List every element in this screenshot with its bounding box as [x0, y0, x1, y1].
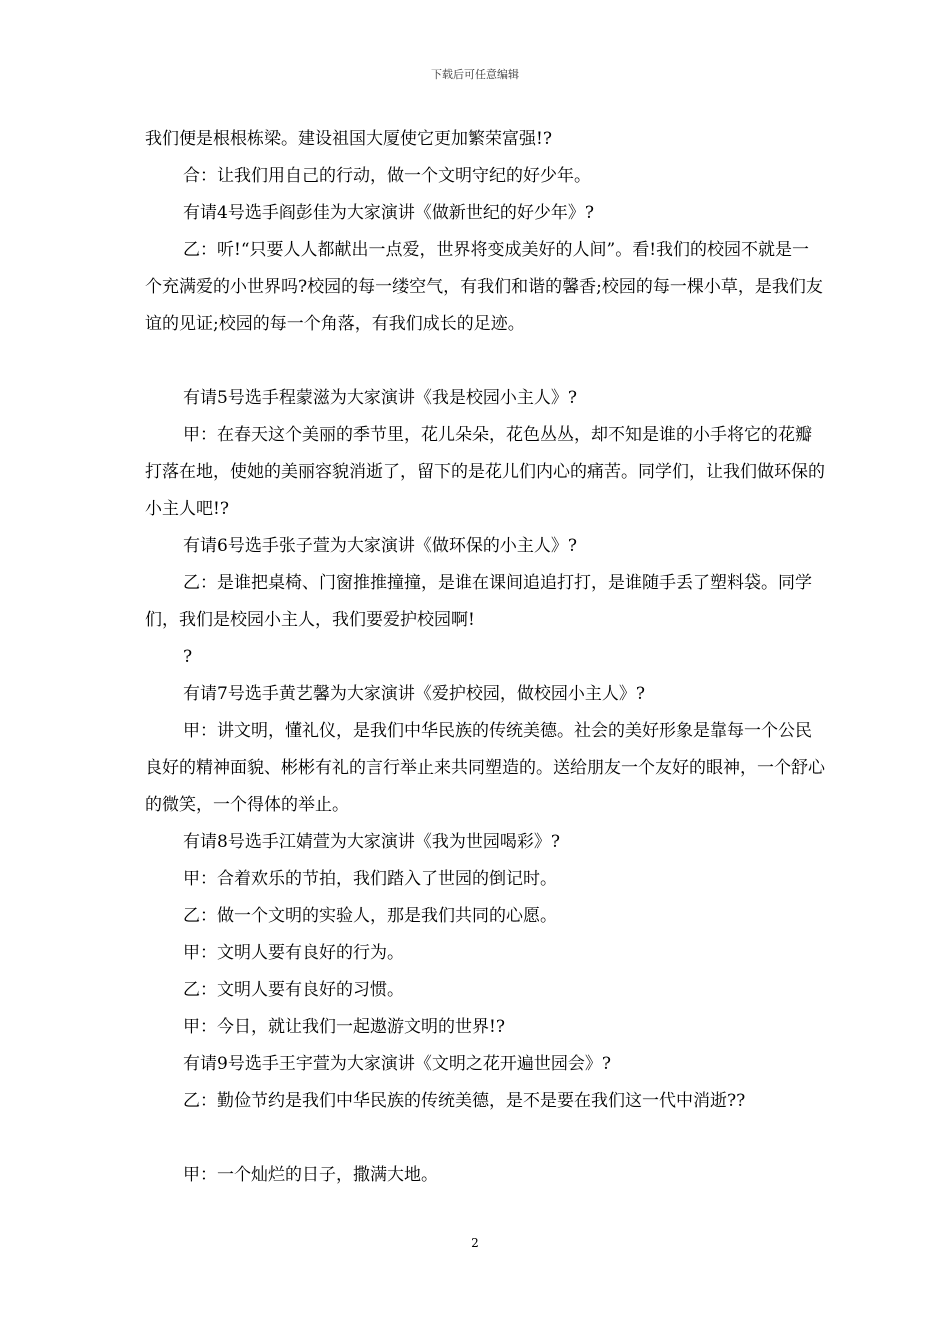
paragraph: 甲：今日，就让我们一起遨游文明的世界!? [183, 1017, 505, 1037]
paragraph: 有请7号选手黄艺馨为大家演讲《爱护校园，做校园小主人》? [183, 684, 645, 704]
document-body [145, 121, 825, 1194]
paragraph: 甲：合着欢乐的节拍，我们踏入了世园的倒记时。 [183, 869, 557, 889]
paragraph: 有请9号选手王宇萱为大家演讲《文明之花开遍世园会》? [183, 1054, 611, 1074]
paragraph: 甲：文明人要有良好的行为。 [183, 943, 404, 963]
paragraph: 我们便是根根栋梁。建设祖国大厦使它更加繁荣富强!? [145, 129, 552, 149]
paragraph: 有请5号选手程蒙滋为大家演讲《我是校园小主人》? [183, 388, 577, 408]
paragraph: ? [183, 647, 193, 667]
paragraph: 乙：勤俭节约是我们中华民族的传统美德，是不是要在我们这一代中消逝?? [183, 1091, 746, 1111]
paragraph: 乙：文明人要有良好的习惯。 [183, 980, 404, 1000]
paragraph: 甲：在春天这个美丽的季节里，花儿朵朵，花色丛丛，却不知是谁的小手将它的花瓣打落在地，使她的美丽容貌消逝了，留下的是花儿们内心的痛苦。同学们，让我们做环保的小主人吧!? [145, 425, 825, 519]
paragraph: 有请6号选手张子萱为大家演讲《做环保的小主人》? [183, 536, 577, 556]
blank-line [145, 343, 825, 380]
paragraph: 有请4号选手阎彭佳为大家演讲《做新世纪的好少年》? [183, 203, 594, 223]
paragraph: 有请8号选手江婧萱为大家演讲《我为世园喝彩》? [183, 832, 560, 852]
paragraph: 甲：一个灿烂的日子，撒满大地。 [183, 1165, 438, 1185]
blank-line [145, 1120, 825, 1157]
paragraph: 乙：是谁把桌椅、门窗推推撞撞，是谁在课间追追打打，是谁随手丢了塑料袋。同学们，我们是校园小主人，我们要爱护校园啊! [145, 573, 812, 630]
paragraph: 合：让我们用自己的行动，做一个文明守纪的好少年。 [183, 166, 591, 186]
paragraph: 甲：讲文明，懂礼仪，是我们中华民族的传统美德。社会的美好形象是靠每一个公民良好的精神面貌、彬彬有礼的言行举止来共同塑造的。送给朋友一个友好的眼神，一个舒心的微笑，一个得体的举止。 [145, 721, 825, 815]
paragraph: 乙：做一个文明的实验人，那是我们共同的心愿。 [183, 906, 557, 926]
page-number: 2 [471, 1236, 479, 1250]
paragraph: 乙：听!“只要人人都献出一点爱，世界将变成美好的人间”。看!我们的校园不就是一个充满爱的小世界吗?校园的每一缕空气，有我们和谐的馨香;校园的每一棵小草，是我们友谊的见证;校园的每一个角落，有我们成长的足迹。 [145, 240, 823, 334]
page-header: 下载后可任意编辑 [431, 68, 519, 81]
